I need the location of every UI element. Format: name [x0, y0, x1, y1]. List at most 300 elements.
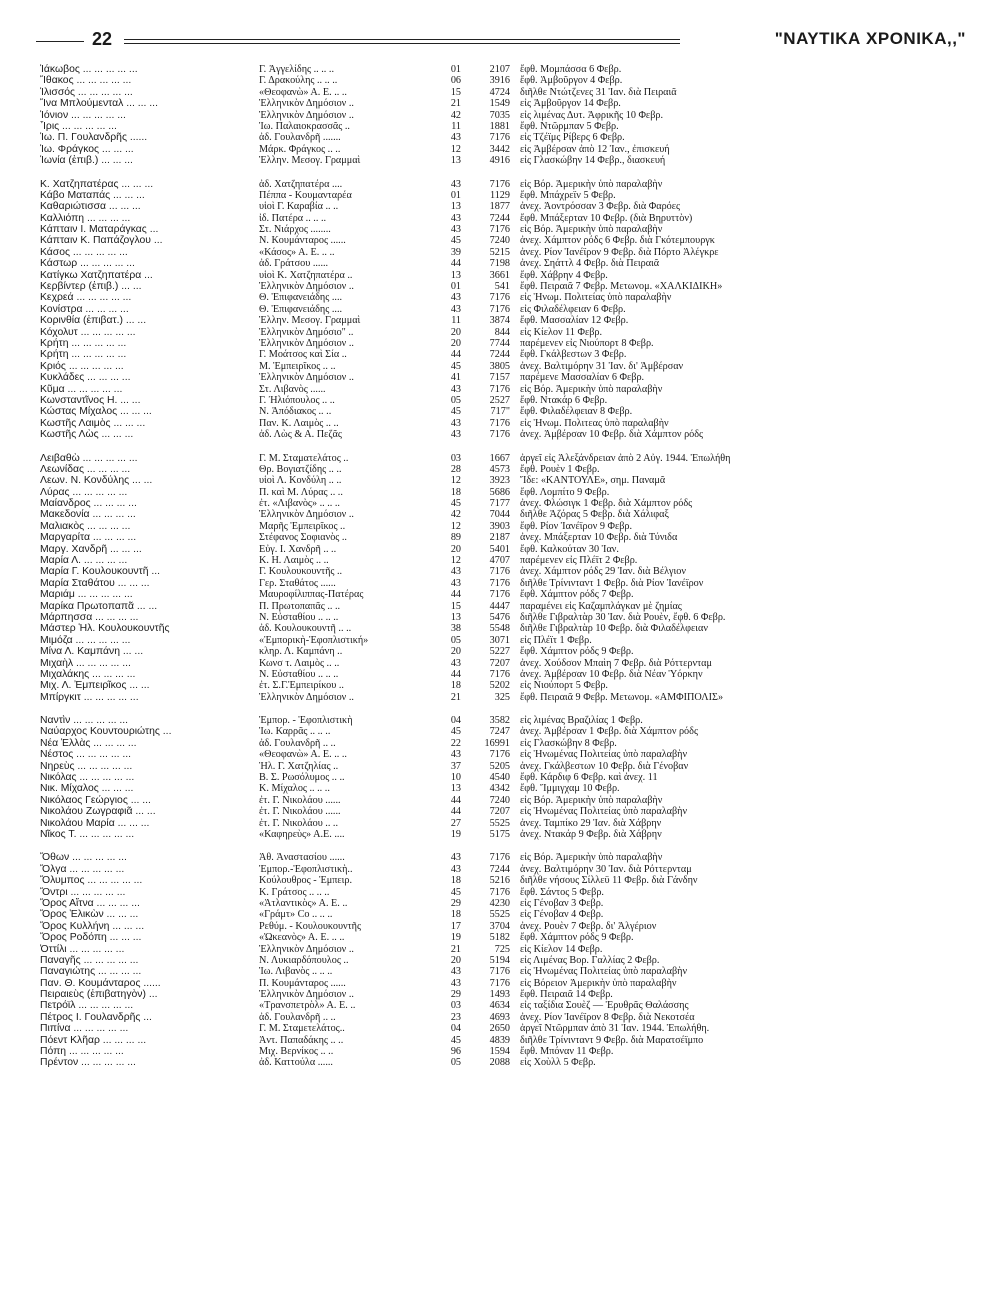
ship-name: Κωστῆς Λαιμὸς ... ... ... [40, 417, 146, 429]
ship-owner: Γερ. Σταθάτος ...... [259, 577, 336, 589]
ship-name: Μιχαὴλ ... ... ... ... ... [40, 657, 131, 669]
ship-tonnage: 325 [494, 691, 510, 703]
ship-tonnage: 7176 [489, 977, 510, 989]
ship-row [40, 544, 970, 555]
ship-code: 43 [450, 132, 461, 144]
ship-row [40, 247, 970, 258]
ship-code: 45 [450, 726, 461, 738]
ship-position: ἀνεχ. Φλώσιγκ 1 Φεβρ. διὰ Χάμπτον ρόδς [520, 498, 693, 510]
ship-name: Μαριάμ ... ... ... ... ... [40, 589, 133, 601]
ship-row [40, 235, 970, 246]
ship-code: 11 [451, 120, 461, 132]
ship-name: Λειβαθὼ ... ... ... ... ... [40, 452, 138, 464]
ship-name: Κορινθία (ἐπιβατ.) ... ... [40, 315, 147, 327]
ship-row [40, 555, 970, 566]
ship-name: Νικόλας ... ... ... ... ... [40, 772, 135, 784]
ship-position: εἰς Τζέϊμς Ρίβερς 6 Φεβρ. [520, 132, 625, 144]
ship-code: 21 [450, 943, 461, 955]
ship-code: 44 [450, 258, 461, 270]
ship-name: Κεχρεά ... ... ... ... ... [40, 292, 132, 304]
ship-position: παρέμενεν εἰς Πλέϊτ 2 Φεβρ. [520, 555, 638, 567]
ship-name: Μπίργκιτ ... ... ... ... ... [40, 691, 139, 703]
ship-tonnage: 7176 [489, 966, 510, 978]
ship-position: διῆλθε Ἀζόρας 5 Φεβρ. διὰ Χάλιφαξ [520, 509, 669, 521]
ship-name: Κάβο Ματαπάς ... ... ... [40, 189, 145, 201]
ship-position: εἰς Ἡνωμ. Πολιτείας ὑπὸ παραλαβὴν [520, 292, 672, 304]
ship-name: Ἰλισσός ... ... ... ... ... [40, 86, 133, 98]
ship-tonnage: 4839 [489, 1034, 510, 1046]
header-rule-double-top [124, 39, 680, 40]
ship-position: ἔφθ. Πειραιᾶ 7 Φεβρ. Μετωνομ. «ΧΑΛΚΙΔΙΚΗ» [520, 281, 723, 293]
ship-row [40, 669, 970, 680]
ship-owner: «Ἀτλαντικὸς» Α. Ε. .. [259, 897, 348, 909]
ship-tonnage: 7176 [489, 292, 510, 304]
ship-position: ἀνεχ. Γκάλβεστων 10 Φεβρ. διὰ Γένοβαν [520, 760, 689, 772]
ship-tonnage: 7035 [489, 109, 510, 121]
ship-row [40, 509, 970, 520]
ship-tonnage: 7176 [489, 417, 510, 429]
ship-row [40, 155, 970, 166]
ship-code: 43 [450, 657, 461, 669]
ship-row [40, 932, 970, 943]
ship-code: 20 [450, 337, 461, 349]
ship-row [40, 372, 970, 383]
ship-position: εἰς Γλασκώβην 8 Φεβρ. [520, 737, 617, 749]
ship-owner: υἱοὶ Λ. Κονδύλη .. .. [259, 475, 342, 487]
ship-name: Μίνα Λ. Καμπάνη ... ... [40, 646, 144, 658]
ship-code: 13 [450, 611, 461, 623]
ship-name: Καλλιόπη ... ... ... ... [40, 212, 131, 224]
ship-owner: κληρ. Λ. Καμπάνη .. [259, 646, 343, 658]
ship-row [40, 75, 970, 86]
ship-owner: Στ. Νιάρχος ........ [259, 224, 331, 236]
ship-code: 03 [450, 452, 461, 464]
ship-owner: Ἑλληνικὸν Δημόσιον .. [259, 989, 354, 1001]
ship-position: παρέμενεν εἰς Νιούπορτ 8 Φεβρ. [520, 337, 654, 349]
ship-position: ἀνεχ. Βαλτιμόρην 30 Ἰαν. διὰ Ρόττερνταμ [520, 863, 692, 875]
ship-owner: Μαυροφίλιππας-Πατέρας [259, 589, 364, 601]
ship-name: Ὄρος Ροδόπη ... ... ... [40, 932, 142, 944]
ship-row [40, 1000, 970, 1011]
ship-row [40, 921, 970, 932]
ship-owner: «Κάσος» Α. Ε. .. .. [259, 246, 335, 258]
ship-row [40, 521, 970, 532]
ship-name: Ἴνα Μπλούμενταλ ... ... ... [40, 98, 158, 110]
ship-tonnage: 1877 [489, 201, 510, 213]
ship-name: Ὀττίλι ... ... ... ... ... [40, 943, 125, 955]
ship-tonnage: 4573 [489, 463, 510, 475]
ship-owner: Μ. Ἐμπειρῖκος .. .. [259, 360, 336, 372]
ship-name: Λεων. Ν. Κονδύλης ... ... [40, 475, 153, 487]
ship-row [40, 395, 970, 406]
ship-name: Πόεντ Κλῆαρ ... ... ... ... [40, 1034, 147, 1046]
ship-code: 05 [450, 634, 461, 646]
ship-row [40, 144, 970, 155]
ship-owner: Ν. Ἀπόδιακος .. .. [259, 406, 332, 418]
ship-owner: Θρ. Βογιατζίδης .. .. [259, 463, 342, 475]
ship-position: ἔφθ. Μπάξερταν 10 Φεβρ. (διὰ Βηρυττὸν) [520, 212, 693, 224]
ship-name: Μαρία Σταθάτου ... ... ... [40, 577, 150, 589]
ship-name: Ἰωνία (ἐπιβ.) ... ... ... [40, 155, 133, 167]
ship-row [40, 270, 970, 281]
ship-tonnage: 7207 [489, 806, 510, 818]
ship-code: 29 [450, 897, 461, 909]
ship-position: εἰς Χοὺλλ 5 Φεβρ. [520, 1057, 596, 1069]
ship-tonnage: 7176 [489, 429, 510, 441]
ship-position: ἀνεχ. Ρίον Ἰανέϊρον 9 Φεβρ. διὰ Πόρτο Ἀλέγκρε [520, 246, 719, 258]
ship-position: ἀνεχ. Χάμπτον ρόδς 29 Ἰαν. διὰ Βέλγιον [520, 566, 686, 578]
ship-owner: Ν. Κουμάνταρος ...... [259, 235, 346, 247]
ship-name: Ναντὶν ... ... ... ... ... [40, 715, 129, 727]
ship-position: ἔφθ. Ἴμμιγχαμ 10 Φεβρ. [520, 783, 620, 795]
ship-owner: Πέππα - Κουμανταρέα [259, 189, 352, 201]
ship-row [40, 406, 970, 417]
ship-name: Μιμόζα ... ... ... ... ... [40, 634, 131, 646]
ship-position: ἀνεχ. Ἀμβέρσαν 1 Φεβρ. διὰ Χάμπτον ρόδς [520, 726, 698, 738]
ship-position: ἀργεῖ Ντῶρμπαν ἀπὸ 31 Ἰαν. 1944. Ἐπωλήθη. [520, 1023, 710, 1035]
ship-owner: Κ. Γράτσος .. .. .. [259, 886, 330, 898]
ship-code: 20 [450, 543, 461, 555]
ship-position: ἀνεχ. Χούδσον Μπαὶη 7 Φεβρ. διὰ Ρόττερνταμ [520, 657, 712, 669]
ship-name: Ὄρος Ἑλικὼν ... ... ... [40, 909, 139, 921]
ship-name: Ἶρις ... ... ... ... ... [40, 120, 117, 132]
ship-code: 45 [450, 498, 461, 510]
ship-position: εἰς Ἡνωμένας Πολιτείας ὑπὸ παραλαβὴν [520, 966, 688, 978]
ship-name: Νέστος ... ... ... ... ... [40, 749, 132, 761]
ship-position: ἔφθ. Πειραιᾶ 9 Φεβρ. Μετωνομ. «ΑΜΦΙΠΟΛΙΣ» [520, 691, 724, 703]
ship-code: 43 [450, 852, 461, 864]
ship-name: Ὄθων ... ... ... ... ... [40, 852, 127, 864]
ship-tonnage: 4693 [489, 1011, 510, 1023]
ship-code: 44 [450, 668, 461, 680]
ship-code: 43 [450, 577, 461, 589]
ship-name: Ναύαρχος Κουντουριώτης ... [40, 726, 172, 738]
ship-owner: ἰδ. Πατέρα .. .. .. [259, 212, 327, 224]
ship-tonnage: 2088 [489, 1057, 510, 1069]
ship-row [40, 1046, 970, 1057]
ship-row [40, 258, 970, 269]
ship-code: 44 [450, 349, 461, 361]
ship-tonnage: 541 [494, 281, 510, 293]
ship-name: Ἴθακος ... ... ... ... ... [40, 75, 132, 87]
ship-name: Λύρας ... ... ... ... ... [40, 486, 128, 498]
ship-name: Καθαριώτισσα ... ... ... [40, 201, 141, 213]
ship-tonnage: 16991 [484, 737, 510, 749]
ship-name: Παναγιώτης ... ... ... ... [40, 966, 142, 978]
ship-code: 01 [450, 64, 461, 75]
ship-code: 13 [450, 783, 461, 795]
ship-name: Ἰάκωβος ... ... ... ... ... [40, 64, 138, 75]
header-rule-double-bottom [124, 43, 680, 44]
ship-tonnage: 7176 [489, 178, 510, 190]
ship-owner: ἀδ. Χατζηπατέρα .... [259, 178, 343, 190]
ship-code: 21 [450, 98, 461, 110]
register-section [40, 453, 970, 704]
ship-position: διῆλθε Τρίνινταντ 1 Φεβρ. διὰ Ρίον Ἰανέϊρον [520, 577, 704, 589]
ship-row [40, 875, 970, 886]
ship-owner: Ἑλληνικὸν Δημόσιον .. [259, 691, 354, 703]
ship-name: Νικόλαος Γεώργιος ... ... [40, 794, 151, 806]
ship-name: Κάπταιν Κ. Παπάζογλου ... [40, 235, 163, 247]
ship-tonnage: 4634 [489, 1000, 510, 1012]
ship-row [40, 795, 970, 806]
ship-code: 89 [450, 532, 461, 544]
ship-name: Νικολάου Μαρία ... ... ... [40, 817, 150, 829]
ship-row [40, 852, 970, 863]
ship-owner: Ἑλληνικὸν Δημόσιον .. [259, 281, 354, 293]
ship-row [40, 338, 970, 349]
ship-row [40, 349, 970, 360]
ship-code: 45 [450, 235, 461, 247]
ship-position: Ἴδε: «ΚΑΝΤΟΥΛΕ», σημ. Παναμᾶ [520, 475, 666, 487]
ship-row [40, 201, 970, 212]
ship-tonnage: 7176 [489, 589, 510, 601]
ship-tonnage: 7176 [489, 566, 510, 578]
ship-tonnage: 5215 [489, 246, 510, 258]
ship-owner: Γ. Ἀγγελίδης .. .. .. [259, 64, 334, 75]
ship-name: Κερβίντερ (ἐπιβ.) ... ... [40, 281, 142, 293]
ship-code: 41 [450, 372, 461, 384]
ship-code: 23 [450, 1011, 461, 1023]
ship-tonnage: 717" [490, 406, 510, 418]
ship-owner: Β. Σ. Ρωσόλυμος .. .. [259, 772, 345, 784]
ship-position: ἔφθ. Χάμπτον ρόδς 9 Φεβρ. [520, 646, 634, 658]
ship-tonnage: 7176 [489, 886, 510, 898]
ship-name: Μαρίκα Πρωτοπαπᾶ ... ... [40, 600, 158, 612]
ship-position: ἔφθ. Πειραιᾶ 14 Φεβρ. [520, 989, 613, 1001]
ship-position: εἰς Ἡνωμένας Πολιτείας ὑπὸ παραλαβὴν [520, 749, 688, 761]
ship-name: Μακεδονία ... ... ... ... [40, 509, 136, 521]
ship-name: Μαίανδρος ... ... ... ... [40, 498, 137, 510]
ship-tonnage: 5182 [489, 932, 510, 944]
register-section [40, 179, 970, 441]
ship-position: εἰς Βόρ. Ἀμερικὴν ὑπὸ παραλαβὴν [520, 383, 663, 395]
ship-row [40, 532, 970, 543]
ship-owner: υἱοὶ Γ. Καραβία .. .. [259, 201, 339, 213]
ship-code: 18 [450, 909, 461, 921]
ship-tonnage: 7207 [489, 657, 510, 669]
ship-row [40, 966, 970, 977]
ship-position: ἔφθ. Χάμπτον ρόδς 7 Φεβρ. [520, 589, 634, 601]
ship-code: 43 [450, 178, 461, 190]
ship-owner: ἐτ. Γ. Νικολάου .. .. [259, 817, 339, 829]
ship-row [40, 98, 970, 109]
ship-row [40, 738, 970, 749]
ship-tonnage: 5175 [489, 829, 510, 840]
ship-row [40, 110, 970, 121]
ship-code: 44 [450, 794, 461, 806]
ship-tonnage: 5194 [489, 954, 510, 966]
ship-tonnage: 3874 [489, 315, 510, 327]
ship-tonnage: 7244 [489, 863, 510, 875]
ship-row [40, 498, 970, 509]
ship-code: 43 [450, 292, 461, 304]
ship-name: Πετρόϊλ ... ... ... ... ... [40, 1000, 134, 1012]
ship-position: ἔφθ. Καλκούταν 30 Ἰαν. [520, 543, 619, 555]
ship-code: 43 [450, 383, 461, 395]
ship-name: Ὄλυμπος ... ... ... ... ... [40, 875, 143, 887]
ship-row [40, 783, 970, 794]
ship-owner: Ἑλληνικὸν Δημόσιον .. [259, 372, 354, 384]
ship-row [40, 715, 970, 726]
ship-owner: ἀδ. Λὼς & Α. Πεζᾶς [259, 429, 342, 441]
ship-name: Κατίγκω Χατζηπατέρα ... [40, 269, 153, 281]
ship-owner: Ἑλλην. Μεσογ. Γραμμαὶ [259, 315, 361, 327]
ship-row [40, 224, 970, 235]
ship-code: 12 [450, 143, 461, 155]
ship-owner: ἐτ. Γ. Νικολάου ...... [259, 794, 341, 806]
ship-owner: Γ. Μ. Σταματελάτος .. [259, 452, 349, 464]
ship-name: Μιχ. Λ. Ἐμπειρῖκος ... ... [40, 680, 150, 692]
ship-owner: Ν. Λυκιαρδόπουλος .. [259, 954, 349, 966]
ship-code: 05 [450, 1057, 461, 1069]
ship-owner: Ἰω. Λιβανὸς .. .. .. [259, 966, 333, 978]
ship-position: ἔφθ. Σάντος 5 Φεβρ. [520, 886, 604, 898]
ship-tonnage: 1549 [489, 98, 510, 110]
ship-row [40, 806, 970, 817]
ship-owner: Στ. Λιβανὸς ...... [259, 383, 326, 395]
ship-tonnage: 4342 [489, 783, 510, 795]
ship-tonnage: 3903 [489, 520, 510, 532]
ship-owner: Ἑλληνικὸν Δημόσιον .. [259, 98, 354, 110]
ship-position: ἔφθ. Φιλαδέλφειαν 8 Φεβρ. [520, 406, 633, 418]
ship-row [40, 475, 970, 486]
ship-position: διῆλθε Γιβραλτὰρ 10 Φεβρ. διὰ Φιλαδέλφειαν [520, 623, 708, 635]
ship-tonnage: 3661 [489, 269, 510, 281]
ship-owner: Ρεθύμ. - Κουλουκουντῆς [259, 920, 362, 932]
ship-row [40, 944, 970, 955]
ship-code: 42 [450, 509, 461, 521]
ship-owner: ἀδ. Κουλουκουντῆ .. .. [259, 623, 352, 635]
ship-position: εἰς Ἀμβοῦργον 14 Φεβρ. [520, 98, 621, 110]
ship-tonnage: 3071 [489, 634, 510, 646]
ship-name: Κονίστρα ... ... ... ... [40, 303, 129, 315]
ship-code: 96 [450, 1046, 461, 1058]
ship-name: Νέα Ἑλλὰς ... ... ... ... [40, 737, 137, 749]
ship-name: Πειραιεὺς (ἐπιβατηγὸν) ... [40, 989, 158, 1001]
ship-owner: ἐτ. «Λιβανὸς» .. .. .. [259, 498, 340, 510]
ship-tonnage: 4707 [489, 555, 510, 567]
ship-name: Κάστωρ ... ... ... ... ... [40, 258, 135, 270]
ship-row [40, 646, 970, 657]
ship-tonnage: 7176 [489, 749, 510, 761]
ship-code: 01 [450, 189, 461, 201]
ship-name: Κ. Χατζηπατέρας ... ... ... [40, 178, 154, 190]
ship-row [40, 578, 970, 589]
ship-register [40, 64, 970, 1081]
ship-position: εἰς Λιμένας Βορ. Γαλλίας 2 Φεβρ. [520, 954, 660, 966]
ship-position: ἔφθ. Γκάλβεστων 3 Φεβρ. [520, 349, 627, 361]
ship-tonnage: 4724 [489, 86, 510, 98]
ship-tonnage: 7744 [489, 337, 510, 349]
ship-name: Λεωνίδας ... ... ... ... [40, 463, 131, 475]
ship-position: διῆλθε Γιβραλτὰρ 30 Ἰαν. διὰ Ρουὲν, ἔφθ. 6 Φεβρ. [520, 611, 726, 623]
ship-position: εἰς Ἡνωμένας Πολιτείας ὑπὸ παραλαβὴν [520, 806, 688, 818]
ship-row [40, 726, 970, 737]
ship-tonnage: 3704 [489, 920, 510, 932]
ship-owner: Π. καὶ Μ. Λύρας .. .. [259, 486, 343, 498]
ship-tonnage: 2527 [489, 394, 510, 406]
ship-code: 29 [450, 989, 461, 1001]
ship-name: Ἰω. Φράγκος ... ... ... [40, 143, 134, 155]
ship-row [40, 589, 970, 600]
ship-owner: Ἰω. Παλαιοκρασσᾶς .. [259, 120, 350, 132]
ship-code: 04 [450, 1023, 461, 1035]
ship-owner: «Ἐμπορικὴ-Ἐφοπλιστική» [259, 634, 369, 646]
ship-owner: «Θεοφανὼ» Α. Ε. .. .. [259, 86, 347, 98]
ship-owner: Κ. Μίχαλος .. .. .. [259, 783, 330, 795]
ship-code: 43 [450, 566, 461, 578]
ship-position: εἰς Κίελον 11 Φεβρ. [520, 326, 603, 338]
ship-row [40, 281, 970, 292]
ship-owner: Γ. Δρακούλης .. .. .. [259, 75, 338, 87]
ship-tonnage: 5686 [489, 486, 510, 498]
ship-name: Ὄντρι ... ... ... ... ... [40, 886, 126, 898]
ship-owner: Π. Κουμάνταρος ...... [259, 977, 346, 989]
ship-name: Ἰω. Π. Γουλανδρῆς ...... [40, 132, 148, 144]
ship-code: 21 [450, 691, 461, 703]
ship-row [40, 179, 970, 190]
ship-owner: Παν. Κ. Λαιμὸς .. .. [259, 417, 339, 429]
ship-row [40, 87, 970, 98]
ship-code: 43 [450, 429, 461, 441]
ship-code: 12 [450, 475, 461, 487]
ship-row [40, 761, 970, 772]
journal-title: "ΝΑΥΤΙΚΑ ΧΡΟΝΙΚΑ,," [774, 29, 966, 48]
ship-name: Κωστῆς Λὼς ... ... ... [40, 429, 134, 441]
ship-row [40, 978, 970, 989]
ship-position: εἰς Βόρειον Ἀμερικὴν ὑπὸ παραλαβὴν [520, 977, 677, 989]
ship-code: 39 [450, 246, 461, 258]
ship-tonnage: 5227 [489, 646, 510, 658]
ship-row [40, 190, 970, 201]
register-section [40, 852, 970, 1068]
ship-name: Κρήτη ... ... ... ... ... [40, 349, 127, 361]
ship-tonnage: 7240 [489, 235, 510, 247]
ship-row [40, 635, 970, 646]
ship-name: Πέτρος Ι. Γουλανδρῆς ... [40, 1011, 152, 1023]
ship-tonnage: 7176 [489, 577, 510, 589]
ship-owner: Γ. Κουλουκουντῆς .. [259, 566, 343, 578]
ship-tonnage: 7240 [489, 794, 510, 806]
ship-code: 38 [450, 623, 461, 635]
ship-code: 20 [450, 646, 461, 658]
ship-code: 18 [450, 680, 461, 692]
ship-tonnage: 3916 [489, 75, 510, 87]
ship-owner: υἱοὶ Κ. Χατζηπατέρα .. [259, 269, 353, 281]
ship-tonnage: 7244 [489, 212, 510, 224]
ship-position: ἀνεχ. Ρίον Ἰανέϊρον 8 Φεβρ. διὰ Νεκοτσέα [520, 1011, 695, 1023]
ship-tonnage: 5205 [489, 760, 510, 772]
ship-owner: Ν. Εὐσταθίου .. .. .. [259, 668, 339, 680]
ship-owner: Ἡλ. Γ. Χατζηλίας .. [259, 760, 339, 772]
ship-name: Μαρία Γ. Κουλουκουντῆ ... [40, 566, 161, 578]
ship-name: Μιχαλάκης ... ... ... ... [40, 668, 136, 680]
ship-owner: Κ. Η. Λαιμὸς .. .. [259, 555, 329, 567]
ship-owner: Μάρκ. Φράγκος .. .. [259, 143, 341, 155]
ship-code: 15 [450, 600, 461, 612]
ship-row [40, 612, 970, 623]
ship-row [40, 213, 970, 224]
ship-code: 45 [450, 360, 461, 372]
ship-code: 43 [450, 212, 461, 224]
ship-row [40, 909, 970, 920]
ship-code: 43 [450, 977, 461, 989]
ship-owner: Ἑλληνικὸν Δημόσιον .. [259, 943, 354, 955]
ship-tonnage: 1667 [489, 452, 510, 464]
ship-position: εἰς Φιλαδέλφειαν 6 Φεβρ. [520, 303, 626, 315]
ship-row [40, 1057, 970, 1068]
